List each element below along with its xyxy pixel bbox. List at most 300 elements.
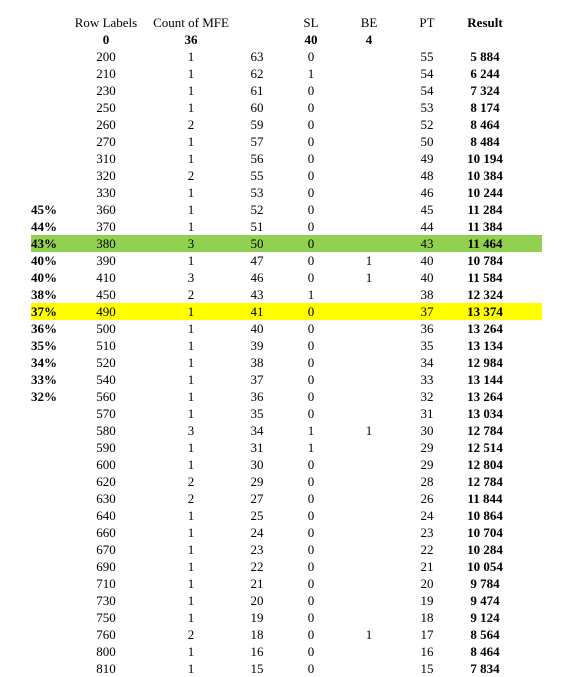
value-cell[interactable]: 31	[250, 440, 264, 455]
pt-cell[interactable]: 54	[420, 83, 434, 98]
value-cell[interactable]: 27	[250, 491, 264, 506]
be-cell[interactable]	[350, 473, 388, 490]
result-cell[interactable]	[454, 31, 516, 48]
be-cell[interactable]	[350, 116, 388, 133]
value-cell[interactable]: 43	[250, 287, 264, 302]
count-cell[interactable]: 3	[187, 270, 195, 285]
row-label-cell[interactable]: 540	[96, 372, 116, 387]
sl-cell[interactable]: 0	[307, 49, 315, 64]
row-label-cell[interactable]: 710	[96, 576, 116, 591]
value-cell[interactable]: 35	[250, 406, 264, 421]
sl-cell[interactable]: 0	[307, 542, 315, 557]
row-label-cell[interactable]: 660	[96, 525, 116, 540]
result-cell[interactable]: 7 324	[470, 83, 500, 98]
pt-cell[interactable]: 40	[420, 253, 434, 268]
result-cell[interactable]: 10 194	[467, 151, 503, 166]
value-cell[interactable]: 47	[250, 253, 264, 268]
row-label-cell[interactable]: 570	[96, 406, 116, 421]
be-cell[interactable]	[350, 133, 388, 150]
sl-cell[interactable]: 0	[307, 389, 315, 404]
percent-cell[interactable]: 37%	[31, 304, 57, 319]
percent-cell[interactable]: 44%	[31, 219, 57, 234]
be-cell[interactable]	[350, 456, 388, 473]
value-cell[interactable]: 34	[250, 423, 264, 438]
row-label-cell[interactable]: 730	[96, 593, 116, 608]
be-cell[interactable]	[350, 167, 388, 184]
sl-cell[interactable]: 0	[307, 100, 315, 115]
count-cell[interactable]: 1	[187, 525, 195, 540]
row-label-cell[interactable]: 640	[96, 508, 116, 523]
percent-cell[interactable]	[31, 82, 69, 99]
result-cell[interactable]: 8 174	[470, 100, 500, 115]
percent-cell[interactable]: 35%	[31, 338, 57, 353]
value-cell[interactable]: 46	[250, 270, 264, 285]
row-label-cell[interactable]: 630	[96, 491, 116, 506]
value-cell[interactable]: 16	[250, 644, 264, 659]
value-cell[interactable]: 20	[250, 593, 264, 608]
row-label-cell[interactable]: 210	[96, 66, 116, 81]
be-cell[interactable]	[350, 184, 388, 201]
percent-cell[interactable]	[31, 575, 69, 592]
be-cell[interactable]	[350, 541, 388, 558]
sl-cell[interactable]: 0	[307, 134, 315, 149]
result-cell[interactable]: 11 584	[467, 270, 503, 285]
be-cell[interactable]	[350, 82, 388, 99]
be-cell[interactable]	[350, 65, 388, 82]
row-label-cell[interactable]: 800	[96, 644, 116, 659]
percent-cell[interactable]	[31, 31, 69, 48]
sl-cell[interactable]: 0	[307, 236, 315, 251]
sl-cell[interactable]: 0	[307, 644, 315, 659]
percent-cell[interactable]	[31, 643, 69, 660]
result-cell[interactable]: 10 284	[467, 542, 503, 557]
row-label-cell[interactable]: 620	[96, 474, 116, 489]
pt-cell[interactable]: 23	[420, 525, 434, 540]
value-cell[interactable]: 38	[250, 355, 264, 370]
row-label-cell[interactable]: 500	[96, 321, 116, 336]
row-label-cell[interactable]: 360	[96, 202, 116, 217]
result-cell[interactable]: 11 844	[467, 491, 503, 506]
result-cell[interactable]: 13 374	[467, 304, 503, 319]
value-cell[interactable]: 23	[250, 542, 264, 557]
result-cell[interactable]: 9 124	[470, 610, 500, 625]
be-cell[interactable]	[350, 48, 388, 65]
pt-cell[interactable]: 21	[420, 559, 434, 574]
percent-cell[interactable]: 33%	[31, 372, 57, 387]
be-cell[interactable]	[350, 609, 388, 626]
pt-cell[interactable]: 33	[420, 372, 434, 387]
value-cell[interactable]: 60	[250, 100, 264, 115]
percent-cell[interactable]	[31, 116, 69, 133]
be-cell[interactable]	[350, 524, 388, 541]
percent-cell[interactable]: 40%	[31, 270, 57, 285]
row-label-cell[interactable]: 380	[96, 236, 116, 251]
pt-cell[interactable]: 30	[420, 423, 434, 438]
pt-cell[interactable]: 45	[420, 202, 434, 217]
sl-cell[interactable]: 0	[307, 508, 315, 523]
sl-cell[interactable]: 0	[307, 372, 315, 387]
sl-cell[interactable]: 0	[307, 338, 315, 353]
sl-cell[interactable]: 0	[307, 253, 315, 268]
be-cell[interactable]	[350, 507, 388, 524]
percent-cell[interactable]: 45%	[31, 202, 57, 217]
percent-cell[interactable]	[31, 490, 69, 507]
count-cell[interactable]: 1	[187, 406, 195, 421]
count-cell[interactable]: 1	[187, 304, 195, 319]
pt-cell[interactable]: 43	[420, 236, 434, 251]
count-cell[interactable]: 1	[187, 440, 195, 455]
row-label-cell[interactable]: 0	[102, 32, 110, 47]
pt-cell[interactable]: 15	[420, 661, 434, 676]
be-cell[interactable]: 1	[365, 270, 373, 285]
pt-cell[interactable]: 28	[420, 474, 434, 489]
row-label-cell[interactable]: 410	[96, 270, 116, 285]
percent-cell[interactable]	[31, 626, 69, 643]
be-cell[interactable]	[350, 150, 388, 167]
count-cell[interactable]: 1	[187, 202, 195, 217]
percent-cell[interactable]	[31, 592, 69, 609]
sl-cell[interactable]: 1	[307, 423, 315, 438]
sl-cell[interactable]: 0	[307, 627, 315, 642]
pt-cell[interactable]: 49	[420, 151, 434, 166]
pt-cell[interactable]: 53	[420, 100, 434, 115]
value-cell[interactable]: 62	[250, 66, 264, 81]
count-cell[interactable]: 1	[187, 151, 195, 166]
sl-cell[interactable]: 0	[307, 117, 315, 132]
result-cell[interactable]: 10 784	[467, 253, 503, 268]
value-cell[interactable]: 57	[250, 134, 264, 149]
row-label-cell[interactable]: 230	[96, 83, 116, 98]
percent-cell[interactable]	[31, 167, 69, 184]
be-cell[interactable]	[350, 405, 388, 422]
sl-cell[interactable]: 1	[307, 66, 315, 81]
row-label-cell[interactable]: 590	[96, 440, 116, 455]
sl-cell[interactable]: 1	[307, 287, 315, 302]
result-cell[interactable]: 13 134	[467, 338, 503, 353]
value-cell[interactable]: 51	[250, 219, 264, 234]
percent-cell[interactable]: 43%	[31, 236, 57, 251]
row-label-cell[interactable]: 250	[96, 100, 116, 115]
pt-cell[interactable]: 44	[420, 219, 434, 234]
count-cell[interactable]: 1	[187, 185, 195, 200]
result-cell[interactable]: 8 484	[470, 134, 500, 149]
row-label-cell[interactable]: 670	[96, 542, 116, 557]
count-cell[interactable]: 1	[187, 321, 195, 336]
count-cell[interactable]: 1	[187, 508, 195, 523]
pt-cell[interactable]: 29	[420, 440, 434, 455]
pt-cell[interactable]: 19	[420, 593, 434, 608]
value-cell[interactable]: 15	[250, 661, 264, 676]
count-cell[interactable]: 1	[187, 219, 195, 234]
result-cell[interactable]: 10 704	[467, 525, 503, 540]
percent-cell[interactable]: 34%	[31, 355, 57, 370]
value-cell[interactable]: 36	[250, 389, 264, 404]
be-cell[interactable]	[350, 303, 388, 320]
sl-cell[interactable]: 0	[307, 610, 315, 625]
row-label-cell[interactable]: 810	[96, 661, 116, 676]
sl-cell[interactable]: 0	[307, 168, 315, 183]
pt-cell[interactable]: 54	[420, 66, 434, 81]
value-cell[interactable]: 39	[250, 338, 264, 353]
result-cell[interactable]: 12 984	[467, 355, 503, 370]
pt-cell[interactable]: 16	[420, 644, 434, 659]
percent-cell[interactable]	[31, 133, 69, 150]
percent-cell[interactable]	[31, 507, 69, 524]
be-cell[interactable]: 1	[365, 627, 373, 642]
row-label-cell[interactable]: 310	[96, 151, 116, 166]
result-cell[interactable]: 6 244	[470, 66, 500, 81]
be-cell[interactable]	[350, 643, 388, 660]
sl-cell[interactable]: 0	[307, 185, 315, 200]
row-label-cell[interactable]: 370	[96, 219, 116, 234]
value-cell[interactable]: 30	[250, 457, 264, 472]
sl-cell[interactable]: 0	[307, 151, 315, 166]
pt-cell[interactable]: 18	[420, 610, 434, 625]
percent-cell[interactable]	[31, 184, 69, 201]
percent-cell[interactable]	[31, 65, 69, 82]
value-cell[interactable]: 19	[250, 610, 264, 625]
result-cell[interactable]: 7 834	[470, 661, 500, 676]
row-label-cell[interactable]: 580	[96, 423, 116, 438]
percent-cell[interactable]	[31, 558, 69, 575]
row-label-cell[interactable]: 260	[96, 117, 116, 132]
be-cell[interactable]	[350, 201, 388, 218]
value-cell[interactable]: 24	[250, 525, 264, 540]
pt-header[interactable]: PT	[419, 15, 435, 30]
be-cell[interactable]: 1	[365, 253, 373, 268]
pt-cell[interactable]: 31	[420, 406, 434, 421]
value-cell[interactable]: 41	[250, 304, 264, 319]
pt-cell[interactable]: 37	[420, 304, 434, 319]
pt-cell[interactable]: 38	[420, 287, 434, 302]
result-cell[interactable]: 5 884	[470, 49, 500, 64]
be-cell[interactable]	[350, 660, 388, 677]
row-label-cell[interactable]: 490	[96, 304, 116, 319]
count-cell[interactable]: 1	[187, 100, 195, 115]
row-label-cell[interactable]: 270	[96, 134, 116, 149]
result-cell[interactable]: 13 034	[467, 406, 503, 421]
sl-cell[interactable]: 0	[307, 355, 315, 370]
count-cell[interactable]: 1	[187, 576, 195, 591]
be-cell[interactable]	[350, 286, 388, 303]
result-header[interactable]: Result	[467, 15, 503, 30]
sl-cell[interactable]: 0	[307, 457, 315, 472]
count-cell[interactable]: 1	[187, 559, 195, 574]
be-cell[interactable]	[350, 575, 388, 592]
value-cell[interactable]: 29	[250, 474, 264, 489]
count-cell[interactable]: 1	[187, 355, 195, 370]
be-cell[interactable]	[350, 439, 388, 456]
pt-cell[interactable]: 48	[420, 168, 434, 183]
value-cell[interactable]: 37	[250, 372, 264, 387]
count-cell[interactable]: 3	[187, 236, 195, 251]
be-cell[interactable]	[350, 490, 388, 507]
row-label-cell[interactable]: 320	[96, 168, 116, 183]
sl-cell[interactable]: 0	[307, 406, 315, 421]
sl-cell[interactable]: 0	[307, 270, 315, 285]
be-cell[interactable]: 4	[365, 32, 373, 47]
count-cell[interactable]: 1	[187, 134, 195, 149]
value-cell[interactable]: 52	[250, 202, 264, 217]
be-cell[interactable]	[350, 337, 388, 354]
percent-cell[interactable]	[31, 99, 69, 116]
row-labels-header[interactable]: Row Labels	[74, 15, 138, 30]
be-cell[interactable]	[350, 388, 388, 405]
pt-cell[interactable]: 34	[420, 355, 434, 370]
value-cell[interactable]: 21	[250, 576, 264, 591]
value-cell[interactable]: 40	[250, 321, 264, 336]
value-cell[interactable]: 22	[250, 559, 264, 574]
percent-cell[interactable]	[31, 541, 69, 558]
result-cell[interactable]: 9 474	[470, 593, 500, 608]
sl-cell[interactable]: 0	[307, 83, 315, 98]
percent-cell[interactable]	[31, 524, 69, 541]
value-cell[interactable]: 25	[250, 508, 264, 523]
result-cell[interactable]: 11 464	[467, 236, 503, 251]
result-cell[interactable]: 12 324	[467, 287, 503, 302]
row-label-cell[interactable]: 690	[96, 559, 116, 574]
count-cell[interactable]: 1	[187, 593, 195, 608]
result-cell[interactable]: 12 514	[467, 440, 503, 455]
row-label-cell[interactable]: 390	[96, 253, 116, 268]
percent-cell[interactable]	[31, 660, 69, 677]
sl-cell[interactable]: 0	[307, 304, 315, 319]
pt-cell[interactable]	[408, 31, 446, 48]
percent-cell[interactable]: 36%	[31, 321, 57, 336]
sl-cell[interactable]: 0	[307, 576, 315, 591]
count-cell[interactable]: 1	[187, 457, 195, 472]
be-cell[interactable]	[350, 592, 388, 609]
value-cell[interactable]: 61	[250, 83, 264, 98]
be-header[interactable]: BE	[360, 15, 378, 30]
value-cell[interactable]: 56	[250, 151, 264, 166]
pt-cell[interactable]: 17	[420, 627, 434, 642]
pt-cell[interactable]: 50	[420, 134, 434, 149]
pt-cell[interactable]: 22	[420, 542, 434, 557]
pt-cell[interactable]: 40	[420, 270, 434, 285]
count-cell[interactable]: 1	[187, 66, 195, 81]
pt-cell[interactable]: 55	[420, 49, 434, 64]
sl-cell[interactable]: 0	[307, 321, 315, 336]
percent-cell[interactable]	[31, 405, 69, 422]
be-cell[interactable]	[350, 218, 388, 235]
pt-cell[interactable]: 29	[420, 457, 434, 472]
sl-header[interactable]: SL	[303, 15, 319, 30]
value-cell[interactable]: 59	[250, 117, 264, 132]
value-cell[interactable]: 55	[250, 168, 264, 183]
count-cell[interactable]: 1	[187, 49, 195, 64]
count-cell[interactable]: 1	[187, 372, 195, 387]
count-of-mfe-header[interactable]: Count of MFE	[153, 15, 229, 30]
value-cell[interactable]	[238, 31, 276, 48]
result-cell[interactable]: 12 784	[467, 423, 503, 438]
be-cell[interactable]	[350, 320, 388, 337]
sl-cell[interactable]: 0	[307, 525, 315, 540]
count-cell[interactable]: 3	[187, 423, 195, 438]
percent-cell[interactable]: 38%	[31, 287, 57, 302]
result-cell[interactable]: 10 384	[467, 168, 503, 183]
be-cell[interactable]	[350, 99, 388, 116]
sl-cell[interactable]: 0	[307, 219, 315, 234]
row-label-cell[interactable]: 330	[96, 185, 116, 200]
pt-cell[interactable]: 52	[420, 117, 434, 132]
percent-cell[interactable]: 32%	[31, 389, 57, 404]
pt-cell[interactable]: 26	[420, 491, 434, 506]
row-label-cell[interactable]: 600	[96, 457, 116, 472]
count-cell[interactable]: 2	[187, 491, 195, 506]
pt-cell[interactable]: 20	[420, 576, 434, 591]
value-cell[interactable]: 53	[250, 185, 264, 200]
count-cell[interactable]: 2	[187, 627, 195, 642]
sl-cell[interactable]: 40	[304, 32, 318, 47]
result-cell[interactable]: 9 784	[470, 576, 500, 591]
be-cell[interactable]	[350, 354, 388, 371]
count-cell[interactable]: 1	[187, 610, 195, 625]
row-label-cell[interactable]: 520	[96, 355, 116, 370]
result-cell[interactable]: 12 784	[467, 474, 503, 489]
row-label-cell[interactable]: 750	[96, 610, 116, 625]
be-cell[interactable]: 1	[365, 423, 373, 438]
result-cell[interactable]: 12 804	[467, 457, 503, 472]
sl-cell[interactable]: 1	[307, 440, 315, 455]
percent-cell[interactable]: 40%	[31, 253, 57, 268]
percent-cell[interactable]	[31, 456, 69, 473]
percent-cell[interactable]	[31, 150, 69, 167]
sl-cell[interactable]: 0	[307, 559, 315, 574]
sl-cell[interactable]: 0	[307, 202, 315, 217]
row-label-cell[interactable]: 760	[96, 627, 116, 642]
sl-cell[interactable]: 0	[307, 474, 315, 489]
pt-cell[interactable]: 46	[420, 185, 434, 200]
result-cell[interactable]: 13 144	[467, 372, 503, 387]
result-cell[interactable]: 10 244	[467, 185, 503, 200]
result-cell[interactable]: 10 054	[467, 559, 503, 574]
count-cell[interactable]: 1	[187, 542, 195, 557]
pt-cell[interactable]: 32	[420, 389, 434, 404]
pt-cell[interactable]: 36	[420, 321, 434, 336]
percent-cell[interactable]	[31, 473, 69, 490]
percent-cell[interactable]	[31, 48, 69, 65]
count-cell[interactable]: 2	[187, 287, 195, 302]
row-label-cell[interactable]: 200	[96, 49, 116, 64]
result-cell[interactable]: 13 264	[467, 389, 503, 404]
count-cell[interactable]: 1	[187, 661, 195, 676]
count-cell[interactable]: 2	[187, 117, 195, 132]
result-cell[interactable]: 11 384	[467, 219, 503, 234]
value-cell[interactable]: 50	[250, 236, 264, 251]
count-cell[interactable]: 1	[187, 83, 195, 98]
pt-cell[interactable]: 35	[420, 338, 434, 353]
count-cell[interactable]: 1	[187, 644, 195, 659]
value-cell[interactable]: 18	[250, 627, 264, 642]
count-cell[interactable]: 1	[187, 338, 195, 353]
row-label-cell[interactable]: 560	[96, 389, 116, 404]
result-cell[interactable]: 8 564	[470, 627, 500, 642]
value-cell[interactable]: 63	[250, 49, 264, 64]
be-cell[interactable]	[350, 371, 388, 388]
result-cell[interactable]: 8 464	[470, 117, 500, 132]
count-cell[interactable]: 1	[187, 389, 195, 404]
pt-cell[interactable]: 24	[420, 508, 434, 523]
percent-cell[interactable]	[31, 422, 69, 439]
row-label-cell[interactable]: 450	[96, 287, 116, 302]
sl-cell[interactable]: 0	[307, 491, 315, 506]
row-label-cell[interactable]: 510	[96, 338, 116, 353]
be-cell[interactable]	[350, 235, 388, 252]
count-cell[interactable]: 2	[187, 474, 195, 489]
count-cell[interactable]: 2	[187, 168, 195, 183]
be-cell[interactable]	[350, 558, 388, 575]
